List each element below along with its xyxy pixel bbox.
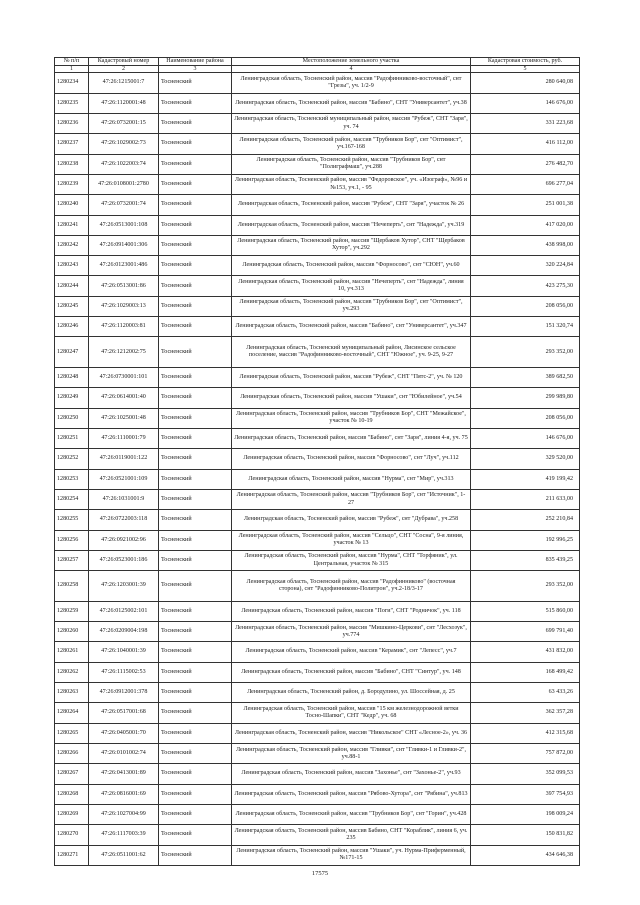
district-name: Тосненский <box>159 805 232 825</box>
cadastral-number: 47:26:0405001:70 <box>89 723 159 743</box>
cadastral-value: 208 056,00 <box>471 296 580 316</box>
cadastral-value: 150 831,82 <box>471 825 580 845</box>
cadastral-number: 47:26:0521001:109 <box>89 469 159 489</box>
parcel-location: Ленинградская область, Тосненский район, массив "Трубников Бор", снт "Полиграфмаш", уч.288 <box>232 154 471 174</box>
cadastral-number: 47:26:1215001:7 <box>89 73 159 93</box>
cadastral-number: 47:26:1120003:81 <box>89 317 159 337</box>
table-row <box>55 174 580 194</box>
parcel-location: Ленинградская область, Тосненский район, массив "Нурма", СНТ "Торфяник", ул. Центральная, участок № 315 <box>232 550 471 570</box>
district-name: Тосненский <box>159 571 232 602</box>
district-name: Тосненский <box>159 744 232 764</box>
cadastral-value: 299 989,80 <box>471 388 580 408</box>
table-row <box>55 449 580 469</box>
district-name: Тосненский <box>159 174 232 194</box>
parcel-location: Ленинградская область, Тосненский район, массив "Бабино", СНТ "Универсантет", уч.38 <box>232 93 471 113</box>
row-number: 1280238 <box>55 154 89 174</box>
cadastral-value: 329 520,00 <box>471 449 580 469</box>
cadastral-number: 47:26:1110001:79 <box>89 428 159 448</box>
header-number: № п/п <box>55 58 89 66</box>
cadastral-value: 515 860,00 <box>471 601 580 621</box>
district-name: Тосненский <box>159 428 232 448</box>
district-name: Тосненский <box>159 367 232 387</box>
row-number: 1280268 <box>55 784 89 804</box>
cadastral-number: 47:26:0912001:378 <box>89 683 159 703</box>
row-number: 1280244 <box>55 276 89 296</box>
cadastral-number: 47:26:0209004:198 <box>89 622 159 642</box>
table-row <box>55 215 580 235</box>
cadastral-number: 47:26:1120001:48 <box>89 93 159 113</box>
column-number: 4 <box>232 66 471 73</box>
parcel-location: Ленинградская область, Тосненский район, массив "Нечеперть", снт "Надежда", уч.319 <box>232 215 471 235</box>
cadastral-value: 417 020,00 <box>471 215 580 235</box>
column-number-row <box>55 66 580 73</box>
district-name: Тосненский <box>159 215 232 235</box>
row-number: 1280271 <box>55 845 89 865</box>
cadastral-value: 208 056,00 <box>471 408 580 428</box>
district-name: Тосненский <box>159 93 232 113</box>
table-row <box>55 296 580 316</box>
cadastral-number: 47:26:1115002:53 <box>89 662 159 682</box>
header-cadastral-number: Кадастровый номер <box>89 58 159 66</box>
cadastral-number: 47:26:0722003:118 <box>89 510 159 530</box>
district-name: Тосненский <box>159 510 232 530</box>
row-number: 1280270 <box>55 825 89 845</box>
district-name: Тосненский <box>159 388 232 408</box>
row-number: 1280259 <box>55 601 89 621</box>
cadastral-number: 47:26:0732001:74 <box>89 195 159 215</box>
header-district: Наименование района <box>159 58 232 66</box>
cadastral-value: 362 357,28 <box>471 703 580 723</box>
parcel-location: Ленинградская область, Тосненский район, массив "Поги", СНТ "Родничок", уч. 118 <box>232 601 471 621</box>
table-row <box>55 388 580 408</box>
parcel-location: Ленинградская область, Тосненский район, массив "Мишкино-Церкови", снт "Лесхозук", уч.774 <box>232 622 471 642</box>
table-row <box>55 489 580 509</box>
district-name: Тосненский <box>159 784 232 804</box>
header-cadastral-value: Кадастровая стоимость, руб. <box>471 58 580 66</box>
row-number: 1280256 <box>55 530 89 550</box>
table-row <box>55 764 580 784</box>
cadastral-value: 251 001,38 <box>471 195 580 215</box>
table-row <box>55 337 580 368</box>
cadastral-value: 211 633,00 <box>471 489 580 509</box>
parcel-location: Ленинградская область, Тосненский район, массив "Гливки", снт "Гливки-1 и Гливки-2", уч.88-1 <box>232 744 471 764</box>
column-number: 3 <box>159 66 232 73</box>
district-name: Тосненский <box>159 154 232 174</box>
table-row <box>55 93 580 113</box>
parcel-location: Ленинградская область, Тосненский район, массив "Федоровское", уч. «Изограф», №96 и №153, уч.1, - 95 <box>232 174 471 194</box>
cadastral-number: 47:26:1031001:9 <box>89 489 159 509</box>
table-row <box>55 256 580 276</box>
table-row <box>55 154 580 174</box>
parcel-location: Ленинградская область, Тосненский район, массив "Трубников Бор", снт "Горин", уч.428 <box>232 805 471 825</box>
cadastral-value: 416 112,00 <box>471 134 580 154</box>
column-number: 5 <box>471 66 580 73</box>
cadastral-value: 320 224,84 <box>471 256 580 276</box>
district-name: Тосненский <box>159 642 232 662</box>
row-number: 1280250 <box>55 408 89 428</box>
table-row <box>55 703 580 723</box>
cadastral-value: 352 099,53 <box>471 764 580 784</box>
table-row <box>55 367 580 387</box>
parcel-location: Ленинградская область, Тосненский район, массив "Трубников Бор", снт "Источник", 1-27 <box>232 489 471 509</box>
table-row <box>55 408 580 428</box>
cadastral-number: 47:26:0816001:69 <box>89 784 159 804</box>
parcel-location: Ленинградская область, Тосненский район, массив "Трубников Бор", снт "Оптимист", уч.293 <box>232 296 471 316</box>
cadastral-value: 146 676,00 <box>471 93 580 113</box>
parcel-location: Ленинградская область, Тосненский район, массив "Радофинниково-восточный", снт "Грезы", уч. 1/2-9 <box>232 73 471 93</box>
column-number: 1 <box>55 66 89 73</box>
parcel-location: Ленинградская область, Тосненский район, массив "Ушаки", уч. Нурма-Приферменный, №171-15 <box>232 845 471 865</box>
row-number: 1280245 <box>55 296 89 316</box>
cadastral-number: 47:26:0517001:68 <box>89 703 159 723</box>
cadastral-number: 47:26:1117003:39 <box>89 825 159 845</box>
district-name: Тосненский <box>159 825 232 845</box>
cadastral-value: 293 352,00 <box>471 571 580 602</box>
row-number: 1280248 <box>55 367 89 387</box>
district-name: Тосненский <box>159 449 232 469</box>
table-row <box>55 195 580 215</box>
parcel-location: Ленинградская область, Тосненский район, массив "Бабино", снт "Заря", линия 4-я, уч. 75 <box>232 428 471 448</box>
district-name: Тосненский <box>159 601 232 621</box>
cadastral-value: 280 640,08 <box>471 73 580 93</box>
district-name: Тосненский <box>159 296 232 316</box>
table-row <box>55 642 580 662</box>
table-row <box>55 723 580 743</box>
cadastral-number: 47:26:0413001:89 <box>89 764 159 784</box>
row-number: 1280266 <box>55 744 89 764</box>
cadastral-number: 47:26:1027004:99 <box>89 805 159 825</box>
row-number: 1280264 <box>55 703 89 723</box>
cadastral-value: 423 275,30 <box>471 276 580 296</box>
district-name: Тосненский <box>159 550 232 570</box>
parcel-location: Ленинградская область, Тосненский район, массив "Сельцо", СНТ "Сосна", 9-я линия, участок № 13 <box>232 530 471 550</box>
cadastral-number: 47:26:1029003:13 <box>89 296 159 316</box>
cadastral-value: 835 439,25 <box>471 550 580 570</box>
table-row <box>55 744 580 764</box>
parcel-location: Ленинградская область, Тосненский район, массив "Рябово-Хутора", снт "Рябина", уч.813 <box>232 784 471 804</box>
row-number: 1280247 <box>55 337 89 368</box>
parcel-location: Ленинградская область, Тосненский район, массив "Форносово", снт "Луч", уч.112 <box>232 449 471 469</box>
row-number: 1280261 <box>55 642 89 662</box>
cadastral-value: 438 998,00 <box>471 235 580 255</box>
row-number: 1280236 <box>55 113 89 133</box>
cadastral-number: 47:26:0730001:101 <box>89 367 159 387</box>
cadastral-number: 47:26:0125002:101 <box>89 601 159 621</box>
cadastral-value: 192 996,25 <box>471 530 580 550</box>
parcel-location: Ленинградская область, Тосненский район, массив "Радофинниково" (восточная сторона), снт "Радофинниково-Политрон", уч.2-18/3-17 <box>232 571 471 602</box>
district-name: Тосненский <box>159 764 232 784</box>
cadastral-number: 47:26:0523001:186 <box>89 550 159 570</box>
cadastral-value: 168 499,42 <box>471 662 580 682</box>
row-number: 1280237 <box>55 134 89 154</box>
row-number: 1280234 <box>55 73 89 93</box>
row-number: 1280239 <box>55 174 89 194</box>
row-number: 1280235 <box>55 93 89 113</box>
row-number: 1280262 <box>55 662 89 682</box>
cadastral-number: 47:26:1029002:73 <box>89 134 159 154</box>
district-name: Тосненский <box>159 683 232 703</box>
parcel-location: Ленинградская область, Тосненский район, массив "Трубников Бор", СНТ "Межайское", участок № 10-19 <box>232 408 471 428</box>
parcel-location: Ленинградская область, Тосненский район, массив "Бабино", СНТ "Синтур", уч. 148 <box>232 662 471 682</box>
row-number: 1280252 <box>55 449 89 469</box>
page-number: 17575 <box>311 870 329 877</box>
table-row <box>55 317 580 337</box>
row-number: 1280257 <box>55 550 89 570</box>
cadastral-number: 47:26:0732001:15 <box>89 113 159 133</box>
cadastral-number: 47:26:0921002:96 <box>89 530 159 550</box>
row-number: 1280253 <box>55 469 89 489</box>
table-row <box>55 530 580 550</box>
table-row <box>55 73 580 93</box>
cadastral-value: 434 646,38 <box>471 845 580 865</box>
column-number: 2 <box>89 66 159 73</box>
district-name: Тосненский <box>159 317 232 337</box>
cadastral-value: 412 315,68 <box>471 723 580 743</box>
row-number: 1280269 <box>55 805 89 825</box>
district-name: Тосненский <box>159 662 232 682</box>
district-name: Тосненский <box>159 337 232 368</box>
parcel-location: Ленинградская область, Тосненский район, массив "Нурма", снт "Мир", уч.313 <box>232 469 471 489</box>
cadastral-number: 47:26:0101002:74 <box>89 744 159 764</box>
row-number: 1280258 <box>55 571 89 602</box>
parcel-location: Ленинградская область, Тосненский район, массив "Керамик", снт "Лепесс", уч.7 <box>232 642 471 662</box>
row-number: 1280241 <box>55 215 89 235</box>
row-number: 1280249 <box>55 388 89 408</box>
parcel-location: Ленинградская область, Тосненский муниципальный район, Лисинское сельское поселение, массив "Радофинниково-восточный", СНТ "Южное", уч. 9-25, 9-27 <box>232 337 471 368</box>
cadastral-value: 757 872,00 <box>471 744 580 764</box>
table-row <box>55 134 580 154</box>
district-name: Тосненский <box>159 195 232 215</box>
table-row <box>55 683 580 703</box>
cadastral-number: 47:26:1212002:75 <box>89 337 159 368</box>
district-name: Тосненский <box>159 113 232 133</box>
row-number: 1280254 <box>55 489 89 509</box>
cadastral-value: 276 482,70 <box>471 154 580 174</box>
district-name: Тосненский <box>159 256 232 276</box>
cadastral-number: 47:26:0513001:108 <box>89 215 159 235</box>
table-row <box>55 662 580 682</box>
cadastral-number: 47:26:1025001:48 <box>89 408 159 428</box>
table-row <box>55 825 580 845</box>
cadastral-value: 331 223,68 <box>471 113 580 133</box>
row-number: 1280242 <box>55 235 89 255</box>
district-name: Тосненский <box>159 134 232 154</box>
row-number: 1280243 <box>55 256 89 276</box>
table-row <box>55 469 580 489</box>
parcel-location: Ленинградская область, Тосненский район, д. Бородулино, ул. Шоссейная, д. 25 <box>232 683 471 703</box>
document-page <box>54 57 579 866</box>
cadastral-number: 47:26:1203001:39 <box>89 571 159 602</box>
cadastral-number: 47:26:0513001:86 <box>89 276 159 296</box>
row-number: 1280263 <box>55 683 89 703</box>
cadastral-number: 47:26:0119001:122 <box>89 449 159 469</box>
parcel-location: Ленинградская область, Тосненский район, массив "Рубеж", СНТ "Заря", участок № 26 <box>232 195 471 215</box>
cadastral-value: 696 277,04 <box>471 174 580 194</box>
cadastral-number: 47:26:0914001:306 <box>89 235 159 255</box>
cadastral-number: 47:26:0108001:2780 <box>89 174 159 194</box>
table-row <box>55 510 580 530</box>
parcel-location: Ленинградская область, Тосненский район, массив "Рубеж", СНТ "Пятс-2", уч. № 120 <box>232 367 471 387</box>
parcel-location: Ленинградская область, Тосненский район, массив "Никольское" СНТ «Лесное-2», уч. 36 <box>232 723 471 743</box>
cadastral-value: 431 832,00 <box>471 642 580 662</box>
district-name: Тосненский <box>159 73 232 93</box>
parcel-location: Ленинградская область, Тосненский район, массив "Рубеж", снт "Дубрава", уч.258 <box>232 510 471 530</box>
cadastral-value: 63 433,26 <box>471 683 580 703</box>
table-row <box>55 276 580 296</box>
district-name: Тосненский <box>159 622 232 642</box>
table-row <box>55 845 580 865</box>
parcel-location: Ленинградская область, Тосненский район, массив "Бабино", снт "Универсантет", уч.347 <box>232 317 471 337</box>
table-header-row <box>55 58 580 66</box>
district-name: Тосненский <box>159 723 232 743</box>
table-row <box>55 805 580 825</box>
cadastral-value: 198 009,24 <box>471 805 580 825</box>
header-location: Местоположение земельного участка <box>232 58 471 66</box>
table-row <box>55 622 580 642</box>
table-row <box>55 784 580 804</box>
cadastral-number: 47:26:1022003:74 <box>89 154 159 174</box>
district-name: Тосненский <box>159 703 232 723</box>
row-number: 1280255 <box>55 510 89 530</box>
parcel-location: Ленинградская область, Тосненский район, массив "Щербаков Хутор", СНТ "Щербаков Хутор", уч.292 <box>232 235 471 255</box>
row-number: 1280260 <box>55 622 89 642</box>
parcel-location: Ленинградская область, Тосненский район, массив "15 км железнодорожной ветки Тосно-Шапки", СНТ "Кедр", уч. 68 <box>232 703 471 723</box>
district-name: Тосненский <box>159 235 232 255</box>
cadastral-number: 47:26:0511001:62 <box>89 845 159 865</box>
table-row <box>55 601 580 621</box>
district-name: Тосненский <box>159 530 232 550</box>
row-number: 1280267 <box>55 764 89 784</box>
parcel-location: Ленинградская область, Тосненский район, массив "Захонье", снт "Захонье-2", уч.93 <box>232 764 471 784</box>
parcel-location: Ленинградская область, Тосненский район, массив Бабино, СНТ "Кораблик", линия 6, уч. 235 <box>232 825 471 845</box>
cadastral-number: 47:26:0614001:40 <box>89 388 159 408</box>
parcel-location: Ленинградская область, Тосненский район, массив "Нечеперть", снт "Надежда", линия 10, уч.313 <box>232 276 471 296</box>
cadastral-value: 389 682,50 <box>471 367 580 387</box>
row-number: 1280246 <box>55 317 89 337</box>
parcel-location: Ленинградская область, Тосненский район, массив "Форносово", снт "СЮН", уч.60 <box>232 256 471 276</box>
parcel-location: Ленинградская область, Тосненский район, массив "Ушаки", снт "Юбилейное", уч.54 <box>232 388 471 408</box>
cadastral-value: 151 320,74 <box>471 317 580 337</box>
parcel-location: Ленинградская область, Тосненский район, массив "Трубников Бор", снт "Оптимист", уч.167-168 <box>232 134 471 154</box>
row-number: 1280251 <box>55 428 89 448</box>
district-name: Тосненский <box>159 489 232 509</box>
cadastral-number: 47:26:1040001:39 <box>89 642 159 662</box>
cadastral-value-table <box>54 57 580 866</box>
cadastral-value: 252 210,84 <box>471 510 580 530</box>
table-row <box>55 550 580 570</box>
cadastral-value: 419 199,42 <box>471 469 580 489</box>
cadastral-value: 146 676,00 <box>471 428 580 448</box>
district-name: Тосненский <box>159 276 232 296</box>
table-body <box>55 73 580 866</box>
row-number: 1280240 <box>55 195 89 215</box>
district-name: Тосненский <box>159 469 232 489</box>
table-row <box>55 235 580 255</box>
parcel-location: Ленинградская область, Тосненский муниципальный район, массив "Рубеж", СНТ "Заря", уч. 74 <box>232 113 471 133</box>
cadastral-number: 47:26:0123001:486 <box>89 256 159 276</box>
district-name: Тосненский <box>159 408 232 428</box>
cadastral-value: 293 352,00 <box>471 337 580 368</box>
table-row <box>55 428 580 448</box>
row-number: 1280265 <box>55 723 89 743</box>
table-row <box>55 571 580 602</box>
district-name: Тосненский <box>159 845 232 865</box>
cadastral-value: 397 754,93 <box>471 784 580 804</box>
cadastral-value: 699 791,40 <box>471 622 580 642</box>
table-row <box>55 113 580 133</box>
